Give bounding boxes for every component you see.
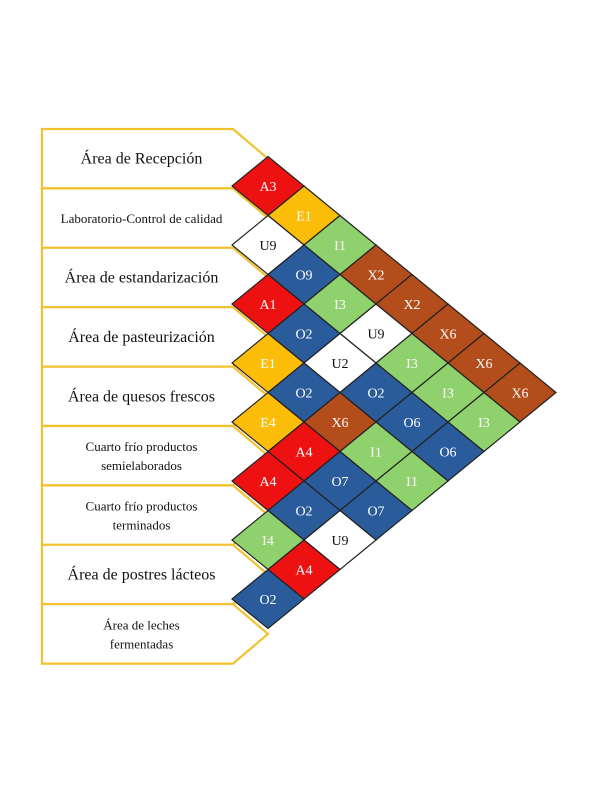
area-label-box <box>42 485 268 544</box>
area-label <box>42 367 268 426</box>
relationship-code: X6 <box>475 357 493 372</box>
relationship-code: U2 <box>331 357 349 372</box>
relationship-code: E1 <box>296 209 312 225</box>
area-label-box <box>42 426 268 485</box>
area-label-text: terminados <box>112 517 171 533</box>
relationship-code: I1 <box>334 239 346 254</box>
relationship-code: O2 <box>295 504 313 520</box>
relationship-code: I1 <box>406 475 418 490</box>
relationship-code: I3 <box>334 298 346 313</box>
area-label-text: Cuarto frío productos <box>85 439 198 455</box>
area-label-box <box>42 604 268 663</box>
area-label <box>42 129 268 188</box>
area-label-text: semielaborados <box>101 458 182 474</box>
area-label <box>42 604 268 663</box>
relationship-code: X2 <box>367 268 385 284</box>
relationship-code: I3 <box>478 416 490 431</box>
area-label-text: fermentadas <box>109 636 174 652</box>
area-label <box>42 248 268 307</box>
relationship-code: O6 <box>439 445 457 461</box>
area-label-text: Área de postres lácteos <box>67 566 216 584</box>
relationship-code: U9 <box>367 327 385 343</box>
relationship-code: U9 <box>259 239 277 254</box>
area-label-text: Laboratorio-Control de calidad <box>60 211 223 227</box>
area-label <box>42 307 268 366</box>
relationship-code: I3 <box>406 357 418 372</box>
relationship-code: E4 <box>260 416 276 431</box>
area-label <box>42 485 268 544</box>
relationship-code: I3 <box>442 386 454 402</box>
area-label-text: Área de estandarización <box>64 269 219 287</box>
relationship-code: O2 <box>295 386 313 402</box>
relationship-code: X6 <box>511 386 529 402</box>
relationship-code: A4 <box>295 445 313 461</box>
area-label-text: Área de Recepción <box>80 150 203 168</box>
relationship-code: A4 <box>259 475 277 490</box>
area-label <box>42 426 268 485</box>
area-label-text: Área de leches <box>103 617 180 633</box>
relationship-code: A3 <box>259 180 277 195</box>
area-label <box>42 188 268 247</box>
relationship-code: U9 <box>331 534 349 549</box>
area-labels <box>42 129 268 664</box>
area-label-text: Área de quesos frescos <box>67 388 216 406</box>
relationship-code: O2 <box>295 327 313 343</box>
relationship-code: I1 <box>370 445 382 461</box>
relationship-code: X6 <box>439 327 457 343</box>
relationship-code: I4 <box>262 534 274 549</box>
relationship-code: O7 <box>331 475 349 490</box>
relationship-code: X2 <box>403 298 421 313</box>
relationship-code: A4 <box>295 563 313 579</box>
relationship-code: O2 <box>367 386 385 402</box>
relationship-code: O7 <box>367 504 385 520</box>
relationship-code: A1 <box>259 298 277 313</box>
relationship-code: O9 <box>295 268 313 284</box>
relationship-code: E1 <box>260 357 276 372</box>
area-label-text: Área de pasteurización <box>68 328 215 346</box>
relationship-code: O6 <box>403 416 421 431</box>
relationship-code: X6 <box>331 416 349 431</box>
relationship-code: O2 <box>259 593 277 608</box>
area-label <box>42 545 268 604</box>
area-label-text: Cuarto frío productos <box>85 498 198 514</box>
